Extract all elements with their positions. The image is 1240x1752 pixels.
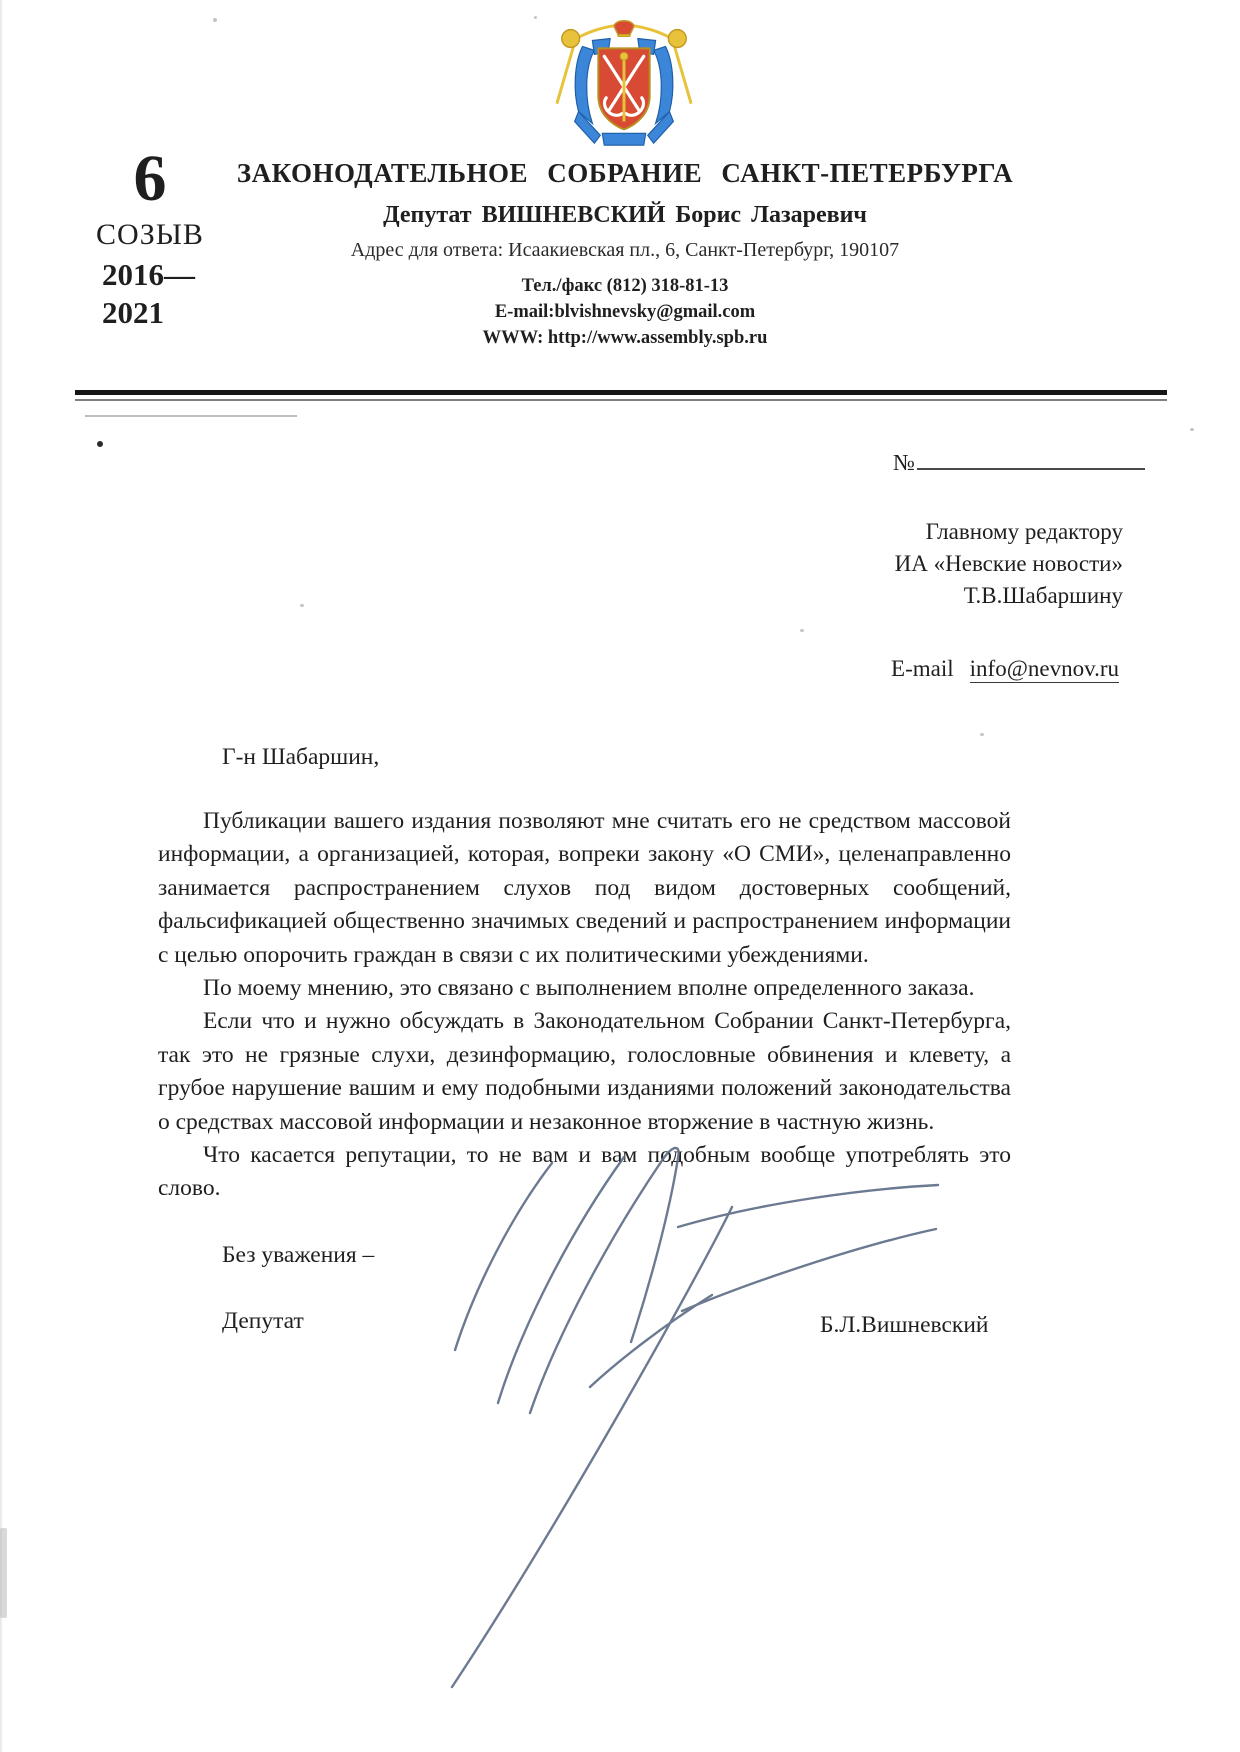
signer-title: Депутат [222,1308,304,1334]
recipient-email-label: E-mail [891,656,954,681]
paragraph-3: Если что и нужно обсуждать в Законодательном Собрании Санкт-Петербурга, так это не грязные слухи, дезинформацию, голословные обвинения и клевету, а грубое нарушение вашим и ему подобными изданиями положений законодательства о средствах массовой информации и незаконное вторжение в частную жизнь. [158,1008,1011,1135]
paragraph-2: По моему мнению, это связано с выполнением вполне определенного заказа. [203,975,975,1002]
ink-dot-artifact [97,441,103,447]
organization-name: ЗАКОНОДАТЕЛЬНОЕ СОБРАНИЕ САНКТ-ПЕТЕРБУРГА [236,158,1014,188]
signer-name: Б.Л.Вишневский [820,1312,989,1338]
letterhead-email-line: E-mail:blvishnevsky@gmail.com [494,301,756,322]
scan-speck [300,604,304,607]
reference-number-blank-line [917,450,1145,470]
deputy-name-line: Депутат ВИШНЕВСКИЙ Борис Лазаревич [383,202,867,228]
salutation: Г-н Шабаршин, [222,744,380,770]
paragraph-4: Что касается репутации, то не вам и вам подобным вообще употреблять это слово. [158,1142,1011,1202]
scan-speck [980,733,984,736]
recipient-organization: ИА «Невские новости» [894,551,1123,576]
convocation-block [84,142,216,332]
recipient-person: Т.В.Шабаршину [963,583,1123,608]
recipient-email-row [891,656,1119,682]
scan-speck [213,18,217,22]
reference-number-field [893,450,1145,476]
convocation-number: 6 [133,142,167,215]
coat-of-arms-icon [545,12,703,150]
letterhead-www-line: WWW: http://www.assembly.spb.ru [482,327,768,348]
paragraph-1: Публикации вашего издания позволяют мне считать его не средством массовой информации, а организацией, которая, вопреки закону «О СМИ», целенаправленно занимается распространением слухов под видом достоверных сообщений, фальсификацией общественно значимых сведений и распространением информации с целью опорочить граждан в связи с их политическими убеждениями. [158,808,1011,968]
letterhead [220,158,1030,351]
scan-speck [800,629,804,632]
scan-speck [1190,428,1194,431]
convocation-label: СОЗЫВ [96,218,204,251]
reference-number-label: № [893,450,915,475]
convocation-years-end: 2021 [102,294,164,330]
recipient-block [895,516,1123,612]
scan-speck [534,16,537,19]
recipient-title: Главному редактору [925,519,1123,544]
recipient-email-address: info@nevnov.ru [969,656,1119,681]
closing-phrase: Без уважения – [222,1242,375,1268]
phone-fax-line: Тел./факс (812) 318-81-13 [521,276,729,296]
scan-edge-artifact [0,0,3,1752]
reply-address-line: Адрес для ответа: Исаакиевская пл., 6, Санкт-Петербург, 190107 [350,239,900,261]
scan-smudge-artifact [0,1528,7,1618]
convocation-years-start: 2016— [102,257,195,292]
date-blank-line [85,415,297,417]
header-divider [75,390,1167,401]
handwritten-signature [380,1055,980,1720]
